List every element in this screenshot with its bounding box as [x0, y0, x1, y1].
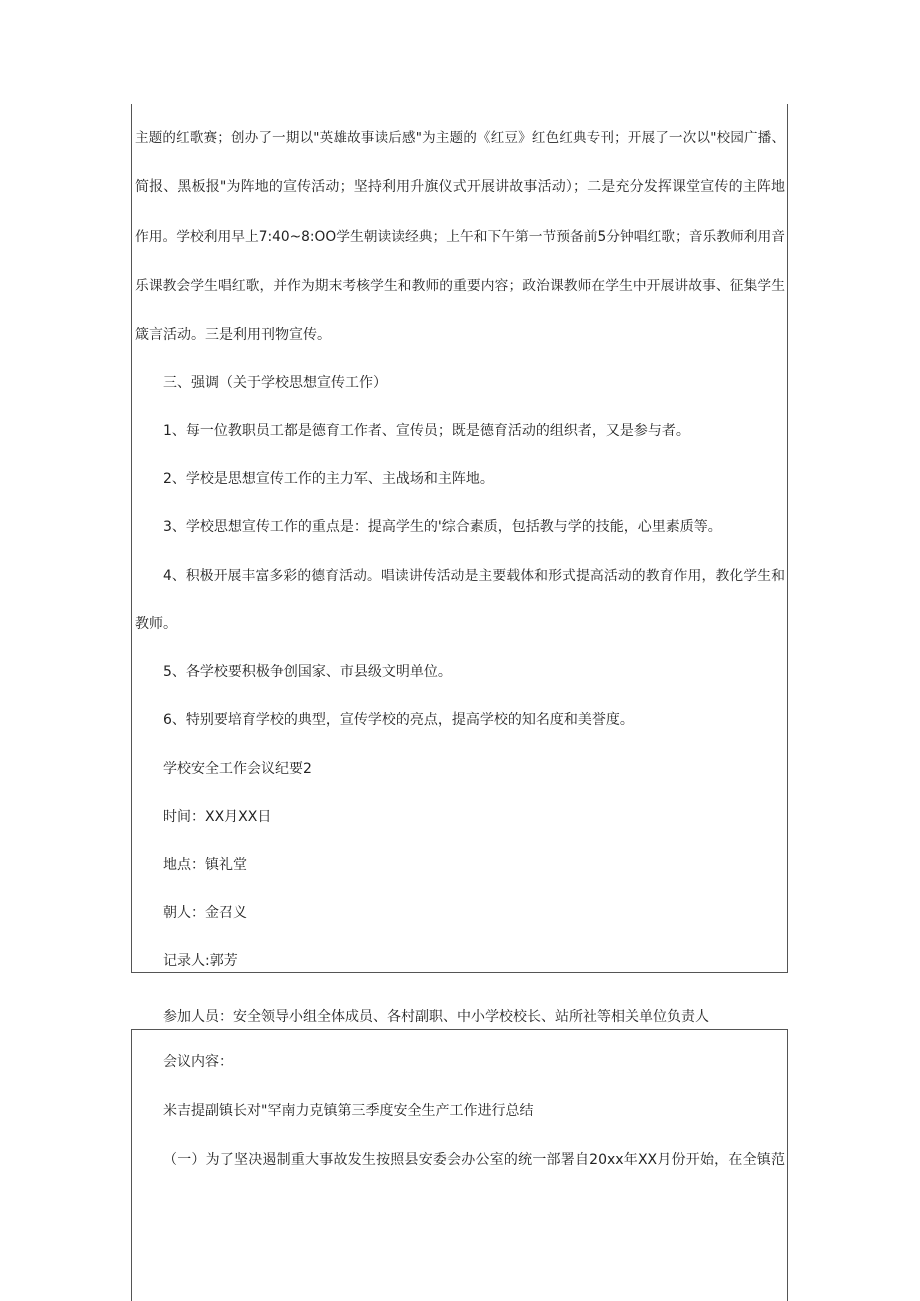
meeting-location: 地点：镇礼堂 [163, 857, 247, 873]
section-heading: 三、强调（关于学校思想宣传工作） [163, 375, 387, 391]
paragraph-line: 主题的红歌赛；创办了一期以"英雄故事读后感"为主题的《红豆》红色红典专刊；开展了一次以"校园广播、 [135, 130, 785, 146]
list-item-continuation: 教师。 [135, 616, 177, 632]
paragraph-line: （一）为了坚决遏制重大事故发生按照县安委会办公室的统一部署自20xx年XX月份开始，在全镇范 [163, 1152, 785, 1168]
list-item: 2、学校是思想宣传工作的主力军、主战场和主阵地。 [163, 471, 494, 487]
meeting-attendees: 参加人员：安全领导小组全体成员、各村副职、中小学校校长、站所社等相关单位负责人 [163, 1009, 709, 1025]
meeting-time: 时间：XX月XX日 [163, 809, 272, 825]
paragraph-line: 简报、黑板报"为阵地的宣传活动；坚持利用升旗仪式开展讲故事活动）；二是充分发挥课堂宣传的主阵地 [135, 179, 785, 195]
list-item: 3、学校思想宣传工作的重点是：提高学生的'综合素质，包括教与学的技能，心里素质等。 [163, 519, 722, 535]
meeting-host: 朝人：金召义 [163, 905, 247, 921]
paragraph-line: 米吉提副镇长对"罕南力克镇第三季度安全生产工作进行总结 [163, 1103, 534, 1119]
list-item: 6、特别要培育学校的典型，宣传学校的亮点，提高学校的知名度和美誉度。 [163, 712, 634, 728]
list-item: 4、积极开展丰富多彩的德育活动。唱读讲传活动是主要载体和形式提高活动的教育作用，教化学生和 [163, 568, 785, 584]
paragraph-line: 作用。学校利用早上7:40~8:OO学生朝读读经典；上午和下午第一节预备前5分钟唱红歌；音乐教师利用音 [135, 229, 785, 245]
list-item: 1、每一位教职员工都是德育工作者、宣传员；既是德育活动的组织者，又是参与者。 [163, 423, 690, 439]
paragraph-line: 箴言活动。三是利用刊物宣传。 [135, 327, 331, 343]
meeting-content-label: 会议内容： [163, 1054, 233, 1070]
paragraph-line: 乐课教会学生唱红歌，并作为期末考核学生和教师的重要内容；政治课教师在学生中开展讲故事、征集学生 [135, 278, 785, 294]
list-item: 5、各学校要积极争创国家、市县级文明单位。 [163, 664, 452, 680]
meeting-recorder: 记录人:郭芳 [163, 953, 238, 969]
document-title: 学校安全工作会议纪要2 [163, 761, 312, 777]
